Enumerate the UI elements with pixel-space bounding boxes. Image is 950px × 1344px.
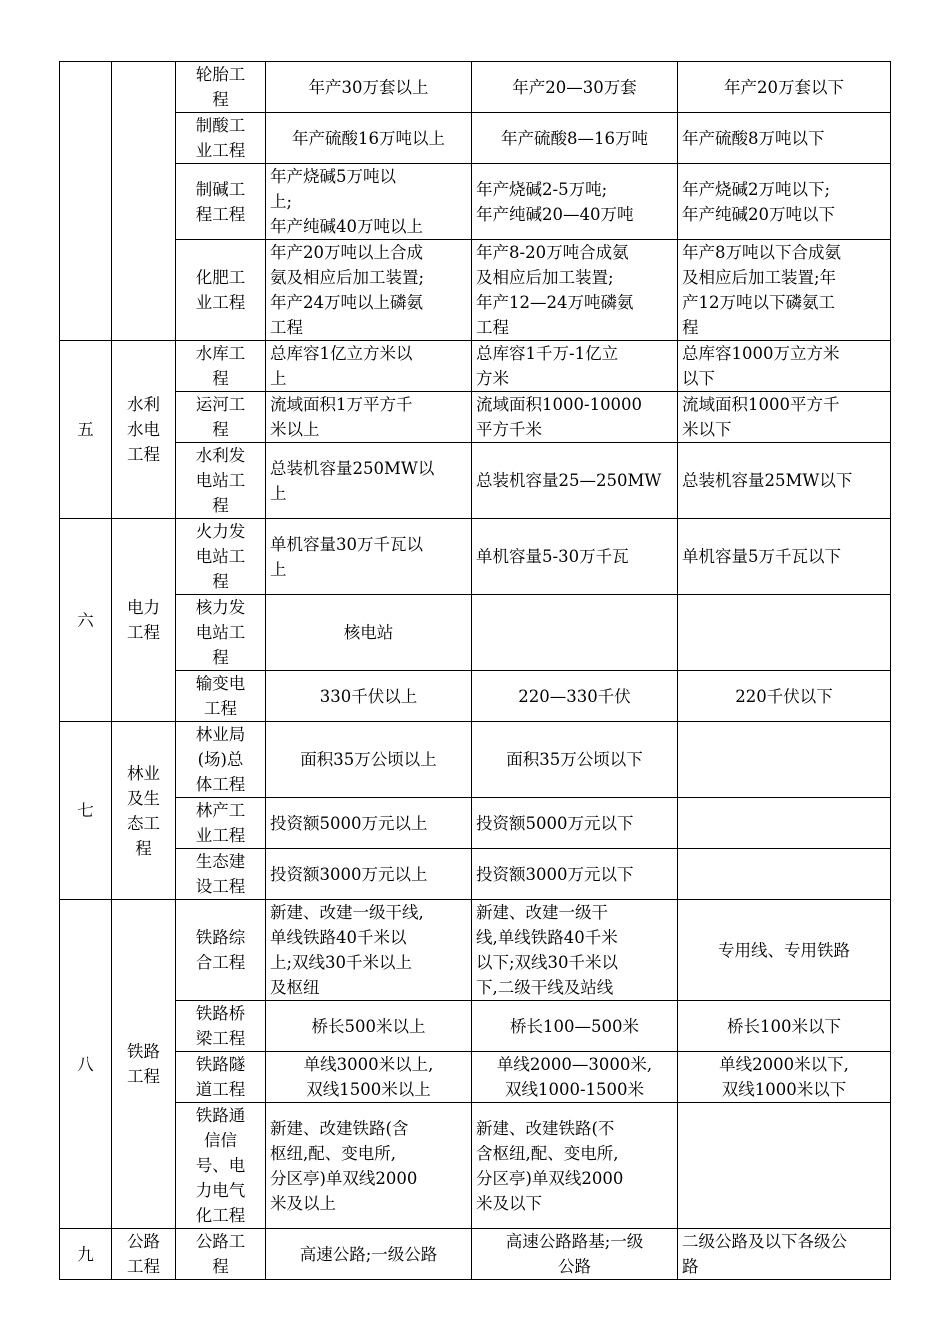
scale-medium-cell: 新建、改建铁路(不 含枢纽,配、变电所, 分区亭)单双线2000 米及以下 bbox=[472, 1103, 678, 1229]
section-category-cell: 水利 水电 工程 bbox=[112, 341, 176, 519]
subcategory-cell: 轮胎工 程 bbox=[176, 62, 266, 113]
table-row bbox=[60, 113, 891, 164]
section-category-cell: 公路 工程 bbox=[112, 1229, 176, 1280]
scale-large-cell: 流域面积1万平方千 米以上 bbox=[266, 392, 472, 443]
subcategory-cell: 核力发 电站工 程 bbox=[176, 595, 266, 671]
scale-medium-cell: 高速公路路基;一级 公路 bbox=[472, 1229, 678, 1280]
section-index-cell bbox=[60, 62, 112, 341]
scale-large-cell: 单线3000米以上, 双线1500米以上 bbox=[266, 1052, 472, 1103]
scale-medium-cell: 单线2000—3000米, 双线1000-1500米 bbox=[472, 1052, 678, 1103]
section-category-cell: 林业 及生 态工 程 bbox=[112, 722, 176, 900]
scale-large-cell: 投资额3000万元以上 bbox=[266, 849, 472, 900]
table-row bbox=[60, 849, 891, 900]
section-index-cell: 八 bbox=[60, 900, 112, 1229]
scale-medium-cell: 投资额3000万元以下 bbox=[472, 849, 678, 900]
scale-small-cell: 总装机容量25MW以下 bbox=[678, 443, 891, 519]
subcategory-cell: 输变电 工程 bbox=[176, 671, 266, 722]
table-row bbox=[60, 1001, 891, 1052]
scale-small-cell: 220千伏以下 bbox=[678, 671, 891, 722]
scale-small-cell: 年产硫酸8万吨以下 bbox=[678, 113, 891, 164]
subcategory-cell: 铁路通 信信 号、电 力电气 化工程 bbox=[176, 1103, 266, 1229]
scale-small-cell: 二级公路及以下各级公 路 bbox=[678, 1229, 891, 1280]
subcategory-cell: 制酸工 业工程 bbox=[176, 113, 266, 164]
scale-medium-cell: 桥长100—500米 bbox=[472, 1001, 678, 1052]
scale-small-cell: 总库容1000万立方米 以下 bbox=[678, 341, 891, 392]
scale-medium-cell: 新建、改建一级干 线,单线铁路40千米 以下;双线30千米以 下,二级干线及站线 bbox=[472, 900, 678, 1001]
subcategory-cell: 林产工 业工程 bbox=[176, 798, 266, 849]
table-row bbox=[60, 519, 891, 595]
scale-large-cell: 新建、改建一级干线, 单线铁路40千米以 上;双线30千米以上 及枢纽 bbox=[266, 900, 472, 1001]
scale-large-cell: 年产烧碱5万吨以 上; 年产纯碱40万吨以上 bbox=[266, 164, 472, 240]
scale-large-cell: 总库容1亿立方米以 上 bbox=[266, 341, 472, 392]
scale-medium-cell: 年产烧碱2-5万吨; 年产纯碱20—40万吨 bbox=[472, 164, 678, 240]
scale-large-cell: 高速公路;一级公路 bbox=[266, 1229, 472, 1280]
scale-medium-cell: 年产硫酸8—16万吨 bbox=[472, 113, 678, 164]
scale-large-cell: 投资额5000万元以上 bbox=[266, 798, 472, 849]
scale-small-cell: 流域面积1000平方千 米以下 bbox=[678, 392, 891, 443]
scale-small-cell: 桥长100米以下 bbox=[678, 1001, 891, 1052]
scale-small-cell: 专用线、专用铁路 bbox=[678, 900, 891, 1001]
scale-large-cell: 年产20万吨以上合成 氨及相应后加工装置; 年产24万吨以上磷氨 工程 bbox=[266, 240, 472, 341]
scale-small-cell bbox=[678, 1103, 891, 1229]
scale-medium-cell: 220—330千伏 bbox=[472, 671, 678, 722]
table-row bbox=[60, 443, 891, 519]
scale-large-cell: 新建、改建铁路(含 枢纽,配、变电所, 分区亭)单双线2000 米及以上 bbox=[266, 1103, 472, 1229]
section-index-cell: 九 bbox=[60, 1229, 112, 1280]
scale-small-cell bbox=[678, 595, 891, 671]
scale-large-cell: 单机容量30万千瓦以 上 bbox=[266, 519, 472, 595]
subcategory-cell: 铁路隧 道工程 bbox=[176, 1052, 266, 1103]
scale-large-cell: 桥长500米以上 bbox=[266, 1001, 472, 1052]
section-category-cell bbox=[112, 62, 176, 341]
table-row bbox=[60, 722, 891, 798]
scale-small-cell bbox=[678, 849, 891, 900]
scale-small-cell: 年产烧碱2万吨以下; 年产纯碱20万吨以下 bbox=[678, 164, 891, 240]
section-index-cell: 六 bbox=[60, 519, 112, 722]
table-row bbox=[60, 341, 891, 392]
subcategory-cell: 运河工 程 bbox=[176, 392, 266, 443]
section-category-cell: 铁路 工程 bbox=[112, 900, 176, 1229]
scale-medium-cell: 单机容量5-30万千瓦 bbox=[472, 519, 678, 595]
scale-small-cell: 年产20万套以下 bbox=[678, 62, 891, 113]
table-row bbox=[60, 671, 891, 722]
scale-medium-cell bbox=[472, 595, 678, 671]
scale-small-cell bbox=[678, 798, 891, 849]
section-index-cell: 七 bbox=[60, 722, 112, 900]
table-row bbox=[60, 1103, 891, 1229]
section-index-cell: 五 bbox=[60, 341, 112, 519]
scale-medium-cell: 年产8-20万吨合成氨 及相应后加工装置; 年产12—24万吨磷氨 工程 bbox=[472, 240, 678, 341]
scale-medium-cell: 总装机容量25—250MW bbox=[472, 443, 678, 519]
scale-large-cell: 核电站 bbox=[266, 595, 472, 671]
scale-medium-cell: 面积35万公顷以下 bbox=[472, 722, 678, 798]
scale-medium-cell: 总库容1千万-1亿立 方米 bbox=[472, 341, 678, 392]
subcategory-cell: 铁路综 合工程 bbox=[176, 900, 266, 1001]
table-row bbox=[60, 1052, 891, 1103]
scale-small-cell: 单机容量5万千瓦以下 bbox=[678, 519, 891, 595]
section-category-cell: 电力 工程 bbox=[112, 519, 176, 722]
scale-medium-cell: 投资额5000万元以下 bbox=[472, 798, 678, 849]
scale-medium-cell: 流域面积1000-10000 平方千米 bbox=[472, 392, 678, 443]
table-row bbox=[60, 62, 891, 113]
subcategory-cell: 水库工 程 bbox=[176, 341, 266, 392]
scale-large-cell: 总装机容量250MW以 上 bbox=[266, 443, 472, 519]
subcategory-cell: 生态建 设工程 bbox=[176, 849, 266, 900]
table-row bbox=[60, 900, 891, 1001]
subcategory-cell: 铁路桥 梁工程 bbox=[176, 1001, 266, 1052]
scale-small-cell bbox=[678, 722, 891, 798]
table-row bbox=[60, 595, 891, 671]
table-row bbox=[60, 164, 891, 240]
scale-small-cell: 单线2000米以下, 双线1000米以下 bbox=[678, 1052, 891, 1103]
subcategory-cell: 制碱工 程工程 bbox=[176, 164, 266, 240]
scale-medium-cell: 年产20—30万套 bbox=[472, 62, 678, 113]
table-row bbox=[60, 798, 891, 849]
project-scale-table bbox=[59, 61, 891, 1280]
table-row bbox=[60, 392, 891, 443]
subcategory-cell: 林业局 (场)总 体工程 bbox=[176, 722, 266, 798]
subcategory-cell: 火力发 电站工 程 bbox=[176, 519, 266, 595]
table-row bbox=[60, 240, 891, 341]
scale-large-cell: 年产硫酸16万吨以上 bbox=[266, 113, 472, 164]
scale-large-cell: 330千伏以上 bbox=[266, 671, 472, 722]
scale-small-cell: 年产8万吨以下合成氨 及相应后加工装置;年 产12万吨以下磷氨工 程 bbox=[678, 240, 891, 341]
table-row bbox=[60, 1229, 891, 1280]
subcategory-cell: 化肥工 业工程 bbox=[176, 240, 266, 341]
subcategory-cell: 水利发 电站工 程 bbox=[176, 443, 266, 519]
subcategory-cell: 公路工 程 bbox=[176, 1229, 266, 1280]
scale-large-cell: 面积35万公顷以上 bbox=[266, 722, 472, 798]
scale-large-cell: 年产30万套以上 bbox=[266, 62, 472, 113]
